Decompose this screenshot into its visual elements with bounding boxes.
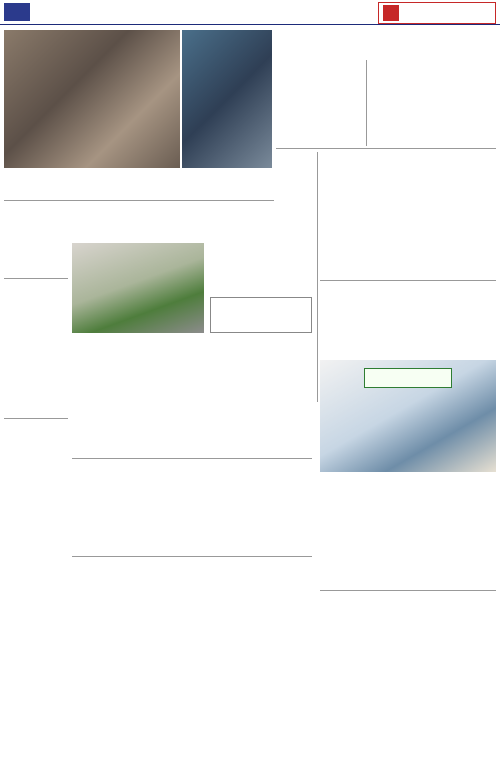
teachers-body <box>320 525 496 585</box>
lead-body <box>4 210 68 274</box>
banner-text <box>364 368 452 388</box>
lead-photo <box>4 30 180 168</box>
drug-campaign-body <box>278 62 496 146</box>
section-divider <box>4 200 274 201</box>
page-number-badge <box>4 3 30 21</box>
page-header <box>0 0 500 24</box>
header-divider <box>0 24 500 25</box>
hanging-body <box>320 190 496 278</box>
column-divider <box>317 152 318 402</box>
terror-body <box>320 628 496 763</box>
section-divider <box>276 148 496 149</box>
masthead <box>378 2 496 24</box>
section-divider <box>4 418 68 419</box>
section-divider <box>72 556 312 557</box>
smuggling-body <box>210 205 312 289</box>
fertilizer-article <box>4 281 68 411</box>
lead-body-cont-2 <box>140 203 204 239</box>
hospital-headline <box>211 298 311 302</box>
masthead-logo-icon <box>383 5 399 21</box>
smuggling-article <box>210 203 312 289</box>
section-divider <box>4 278 68 279</box>
lead-body-cont <box>72 203 136 239</box>
sahitya-banner-photo <box>320 360 496 472</box>
murder-body <box>72 593 312 763</box>
drug-campaign-header <box>278 30 496 60</box>
section-divider <box>320 590 496 591</box>
checkpost-body <box>320 317 496 357</box>
fertilizer-body <box>4 283 68 411</box>
union-body <box>72 494 312 552</box>
barishal-body <box>4 423 68 723</box>
barishal-article <box>4 421 68 723</box>
police-attack-body <box>72 385 312 455</box>
hospital-box <box>210 297 312 333</box>
lead-photo-secondary <box>182 30 272 168</box>
section-divider <box>72 458 312 459</box>
section-divider <box>320 280 496 281</box>
building-photo <box>72 243 204 333</box>
